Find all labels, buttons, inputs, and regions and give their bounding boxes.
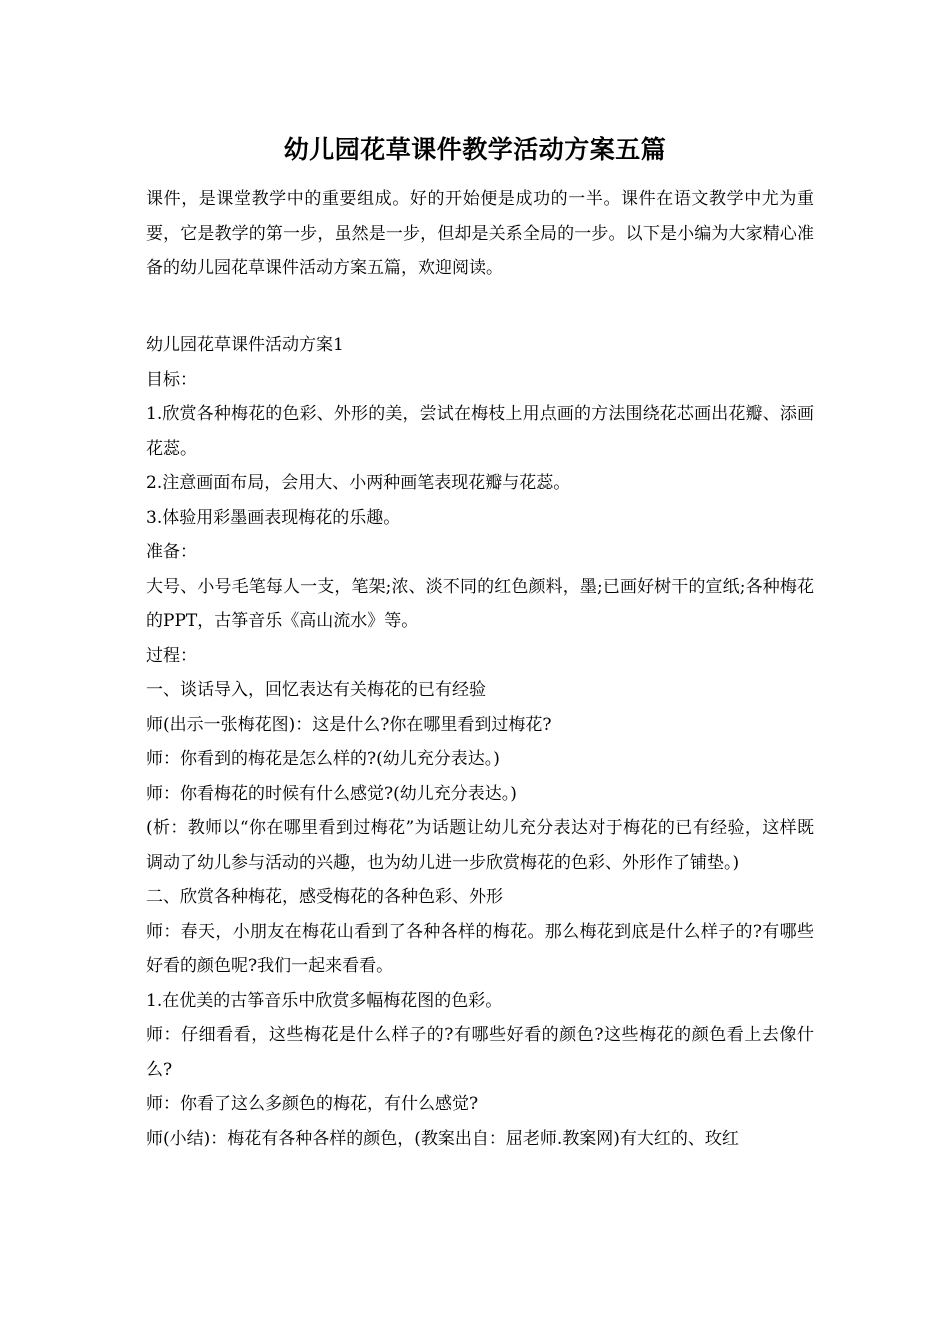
step-heading: 一、谈话导入，回忆表达有关梅花的已有经验 [146,680,486,700]
section-heading: 幼儿园花草课件活动方案1 [146,335,344,355]
goal-item: 2.注意画面布局，会用大、小两种画笔表现花瓣与花蕊。 [146,473,571,493]
process-label: 过程： [146,645,197,666]
step-heading: 二、欣赏各种梅花，感受梅花的各种色彩、外形 [146,887,503,907]
preparation-label: 准备： [146,542,197,562]
document-body [146,328,814,1156]
sub-step: 1.在优美的古筝音乐中欣赏多幅梅花图的色彩。 [146,990,503,1011]
dialogue-line: 师(小结)：梅花有各种各样的颜色，(教案出自：屈老师.教案网)有大红的、玫红 [146,1128,739,1149]
dialogue-line: 师：你看到的梅花是怎么样的?(幼儿充分表达。) [146,749,500,769]
dialogue-line: 师：你看梅花的时候有什么感觉?(幼儿充分表达。) [146,783,517,804]
intro-paragraph [146,182,814,286]
dialogue-line: 师：你看了这么多颜色的梅花，有什么感觉? [146,1094,479,1114]
analysis-note: (析：教师以“你在哪里看到过梅花”为话题让幼儿充分表达对于梅花的已有经验，这样既调动了幼儿参与活动的兴趣，也为幼儿进一步欣赏梅花的色彩、外形作了铺垫。) [146,818,814,873]
dialogue-line: 师(出示一张梅花图)：这是什么?你在哪里看到过梅花? [146,714,552,735]
goal-item: 3.体验用彩墨画表现梅花的乐趣。 [146,507,401,528]
document-title: 幼儿园花草课件教学活动方案五篇 [283,135,667,164]
goals-label: 目标： [146,369,197,390]
dialogue-line: 师：仔细看看，这些梅花是什么样子的?有哪些好看的颜色?这些梅花的颜色看上去像什么? [146,1025,814,1080]
goal-item: 1.欣赏各种梅花的色彩、外形的美，尝试在梅枝上用点画的方法围绕花芯画出花瓣、添画花蕊。 [146,404,814,459]
preparation-text: 大号、小号毛笔每人一支，笔架;浓、淡不同的红色颜料，墨;已画好树干的宣纸;各种梅花的PPT，古筝音乐《高山流水》等。 [146,576,814,631]
dialogue-line: 师：春天，小朋友在梅花山看到了各种各样的梅花。那么梅花到底是什么样子的?有哪些好看的颜色呢?我们一起来看看。 [146,921,814,976]
intro-text: 课件，是课堂教学中的重要组成。好的开始便是成功的一半。课件在语文教学中尤为重要，它是教学的第一步，虽然是一步，但却是关系全局的一步。以下是小编为大家精心准备的幼儿园花草课件活动方案五篇，欢迎阅读。 [146,189,814,278]
